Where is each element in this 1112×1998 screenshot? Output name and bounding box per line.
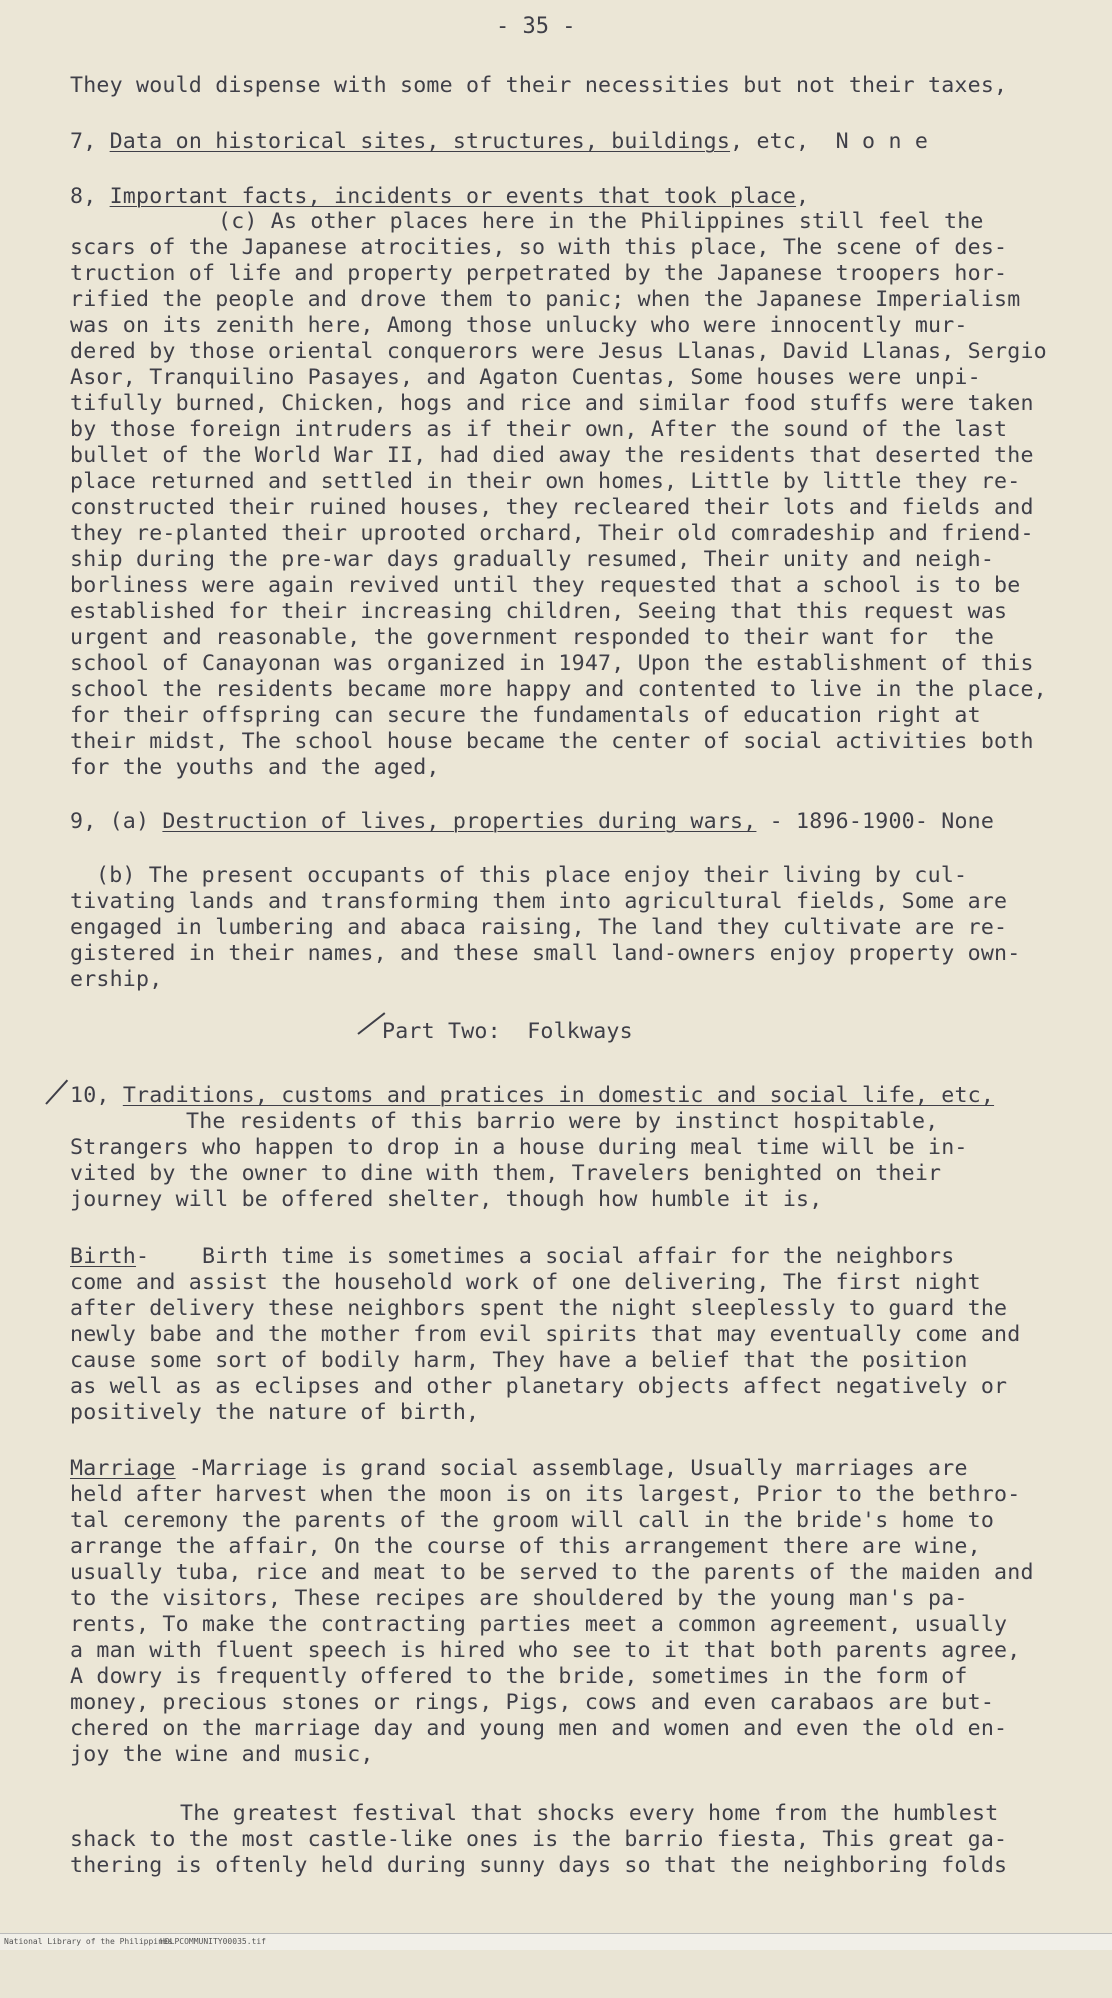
text-line [70, 1295, 1007, 1323]
line-text: positively the nature of birth, [70, 1400, 480, 1425]
line-text: The residents of this barrio were by instinct hospitable, [186, 1109, 939, 1134]
line-text: (c) As other places here in the Philippines still feel the [218, 209, 984, 234]
page-number: - 35 - [496, 14, 576, 39]
line-text: engaged in lumbering and abaca raising, The land they cultivate are re- [70, 915, 1008, 940]
line-text: ership, [70, 967, 163, 992]
text-line [180, 1800, 998, 1828]
text-line [70, 1507, 994, 1535]
text-line [70, 966, 162, 994]
line-text: come and assist the household work of one delivering, The first night [70, 1270, 981, 1295]
text-line [70, 624, 994, 652]
line-text: chered on the marriage day and young men and women and even the old en- [70, 1716, 1008, 1741]
text-line [70, 416, 1007, 444]
text-line [70, 312, 968, 340]
line-text: they re-planted their uprooted orchard, Their old comradeship and friend- [70, 521, 1034, 546]
text-line [70, 1689, 994, 1717]
underlined-heading: Destruction of lives, properties during wars, [162, 809, 757, 834]
line-text: established for their increasing children, Seeing that this request was [70, 599, 1008, 624]
line-text: for the youths and the aged, [70, 755, 440, 780]
line-text: A dowry is frequently offered to the bride, sometimes in the form of [70, 1664, 968, 1689]
line-text: by those foreign intruders as if their own, After the sound of the last [70, 417, 1008, 442]
underlined-heading: Data on historical sites, structures, buildings [109, 129, 731, 154]
text-line [70, 728, 1034, 756]
text-line [70, 1243, 954, 1271]
text-line [70, 390, 1034, 418]
line-text: 7, [70, 129, 110, 154]
text-line [70, 914, 1007, 942]
text-line [70, 754, 440, 782]
line-text: as well as as eclipses and other planetary objects affect negatively or [70, 1374, 1008, 1399]
text-line [70, 888, 1007, 916]
text-line [70, 1481, 1020, 1509]
footer-file: HDLPCOMMUNITY00035.tif [160, 1937, 266, 1946]
line-text: - Birth time is sometimes a social affair for the neighbors [136, 1244, 955, 1269]
text-line [70, 572, 1020, 600]
line-text: Part Two: Folkways [382, 1019, 633, 1044]
line-text: Strangers who happen to drop in a house during meal time will be in- [70, 1135, 968, 1160]
line-text: tal ceremony the parents of the groom will call in the bride's home to [70, 1508, 995, 1533]
text-line [70, 1826, 1007, 1854]
text-line [70, 1559, 1034, 1587]
text-line [70, 702, 981, 730]
line-text: ship during the pre-war days gradually resumed, Their unity and neigh- [70, 547, 995, 572]
line-text: to the visitors, These recipes are shouldered by the young man's pa- [70, 1586, 968, 1611]
line-text: thering is oftenly held during sunny days so that the neighboring folds [70, 1853, 1008, 1878]
text-line [70, 72, 1007, 100]
text-line [70, 1082, 994, 1110]
line-text: vited by the owner to dine with them, Travelers benighted on their [70, 1161, 942, 1186]
text-line [70, 1347, 968, 1375]
scan-footer [0, 1933, 1112, 1950]
line-text: rified the people and drove them to panic; when the Japanese Imperialism [70, 287, 1021, 312]
line-text: arrange the affair, On the course of this arrangement there are wine, [70, 1534, 981, 1559]
line-text: The greatest festival that shocks every home from the humblest [180, 1801, 999, 1826]
text-line [70, 1637, 1020, 1665]
underlined-heading: Marriage [70, 1456, 176, 1481]
line-text: usually tuba, rice and meat to be served to the parents of the maiden and [70, 1560, 1034, 1585]
text-line [70, 1186, 822, 1214]
text-line [70, 598, 1007, 626]
text-line [70, 1611, 1007, 1639]
text-line [70, 183, 809, 211]
text-line [70, 1852, 1007, 1880]
text-line [96, 862, 967, 890]
text-line [70, 260, 1007, 288]
text-line [70, 1269, 981, 1297]
text-line [70, 808, 994, 836]
line-text: cause some sort of bodily harm, They have a belief that the position [70, 1348, 968, 1373]
line-text: They would dispense with some of their necessities but not their taxes, [70, 73, 1008, 98]
line-text: dered by those oriental conquerors were Jesus Llanas, David Llanas, Sergio [70, 339, 1047, 364]
line-text: held after harvest when the moon is on its largest, Prior to the bethro- [70, 1482, 1021, 1507]
line-text: (b) The present occupants of this place enjoy their living by cul- [96, 863, 968, 888]
text-line [70, 338, 1047, 366]
text-line [70, 650, 1034, 678]
underlined-heading: Important facts, incidents or events that took place [109, 184, 797, 209]
footer-library: National Library of the Philippines [4, 1937, 173, 1946]
line-text: shack to the most castle-like ones is the barrio fiesta, This great ga- [70, 1827, 1008, 1852]
line-text: urgent and reasonable, the government responded to their want for the [70, 625, 995, 650]
text-line [70, 442, 1034, 470]
line-text: constructed their ruined houses, they recleared their lots and fields and [70, 495, 1034, 520]
line-text: for their offspring can secure the fundamentals of education right at [70, 703, 981, 728]
line-text: tivating lands and transforming them into agricultural fields, Some are [70, 889, 1008, 914]
text-line [70, 1585, 968, 1613]
line-text: gistered in their names, and these small land-owners enjoy property own- [70, 941, 1021, 966]
line-text: newly babe and the mother from evil spirits that may eventually come and [70, 1322, 1021, 1347]
line-text: joy the wine and music, [70, 1742, 374, 1767]
line-text: school of Canayonan was organized in 1947, Upon the establishment of this [70, 651, 1034, 676]
text-line [70, 1373, 1007, 1401]
line-text: , [796, 184, 810, 209]
line-text: - 1896-1900- None [756, 809, 995, 834]
line-text: tifully burned, Chicken, hogs and rice and similar food stuffs were taken [70, 391, 1034, 416]
text-line [70, 940, 1020, 968]
text-line [70, 1715, 1007, 1743]
line-text: 8, [70, 184, 110, 209]
line-text: school the residents became more happy and contented to live in the place, [70, 677, 1047, 702]
text-line [70, 468, 1020, 496]
line-text: -Marriage is grand social assemblage, Usually marriages are [175, 1456, 968, 1481]
text-line [70, 364, 981, 392]
text-line [70, 520, 1034, 548]
line-text: Asor, Tranquilino Pasayes, and Agaton Cuentas, Some houses were unpi- [70, 365, 981, 390]
handwritten-slash-item-10 [45, 1080, 68, 1105]
text-line [70, 128, 928, 156]
text-line [382, 1018, 633, 1046]
line-text: borliness were again revived until they requested that a school is to be [70, 573, 1021, 598]
text-line [70, 286, 1020, 314]
line-text: journey will be offered shelter, though how humble it is, [70, 1187, 823, 1212]
underlined-heading: Birth [70, 1244, 137, 1269]
text-line [70, 494, 1034, 522]
text-line [218, 208, 984, 236]
line-text: money, precious stones or rings, Pigs, cows and even carabaos are but- [70, 1690, 995, 1715]
line-text: , etc, N o n e [730, 129, 929, 154]
line-text: 9, (a) [70, 809, 163, 834]
text-line [70, 676, 1047, 704]
line-text: truction of life and property perpetrated by the Japanese troopers hor- [70, 261, 1008, 286]
line-text: after delivery these neighbors spent the night sleeplessly to guard the [70, 1296, 1008, 1321]
text-line [70, 1741, 374, 1769]
text-line [70, 1455, 968, 1483]
line-text: place returned and settled in their own homes, Little by little they re- [70, 469, 1021, 494]
text-line [70, 1160, 941, 1188]
line-text: 10, [70, 1083, 123, 1108]
underlined-heading: Traditions, customs and pratices in domestic and social life, etc, [122, 1083, 995, 1108]
line-text: scars of the Japanese atrocities, so with this place, The scene of des- [70, 235, 1008, 260]
text-line [70, 1134, 968, 1162]
line-text: their midst, The school house became the center of social activities both [70, 729, 1034, 754]
text-line [70, 1533, 981, 1561]
text-line [186, 1108, 938, 1136]
line-text: rents, To make the contracting parties meet a common agreement, usually [70, 1612, 1008, 1637]
text-line [70, 1321, 1020, 1349]
line-text: was on its zenith here, Among those unlucky who were innocently mur- [70, 313, 968, 338]
text-line [70, 1663, 968, 1691]
text-line [70, 1399, 479, 1427]
text-line [70, 546, 994, 574]
line-text: bullet of the World War II, had died away the residents that deserted the [70, 443, 1034, 468]
text-line [70, 234, 1007, 262]
line-text: a man with fluent speech is hired who see to it that both parents agree, [70, 1638, 1021, 1663]
